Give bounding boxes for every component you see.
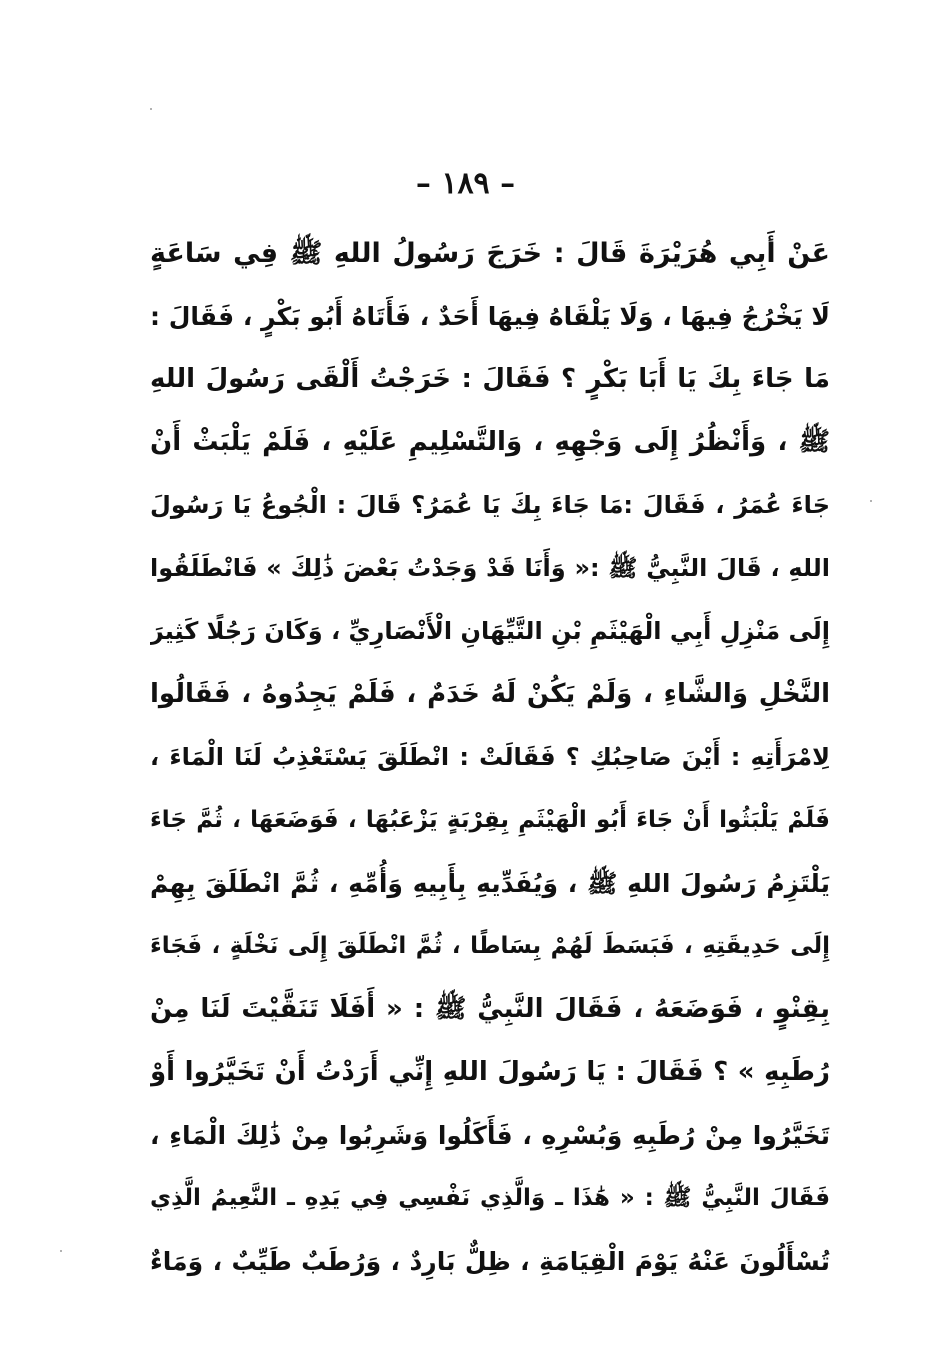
text-line: إِلَى مَنْزِلِ أَبِي الْهَيْثَمِ بْنِ التَّيِّهَانِ الْأَنْصَارِيِّ ، وَكَانَ رَجُلًا كَثِيرَ — [150, 617, 830, 645]
scan-speck — [870, 500, 872, 502]
text-line: يَلْتَزِمُ رَسُولَ اللهِ ﷺ ، وَيُفَدِّيهِ بِأَبِيهِ وَأُمِّهِ ، ثُمَّ انْطَلَقَ بِهِمْ — [150, 869, 830, 898]
scan-speck — [150, 108, 152, 110]
text-line: إِلَى حَدِيقَتِهِ ، فَبَسَطَ لَهُمْ بِسَاطًا ، ثُمَّ انْطَلَقَ إِلَى نَخْلَةٍ ، فَجَاءَ — [150, 933, 830, 959]
text-line: فَقَالَ النَّبِيُّ ﷺ : « هَٰذَا ـ وَالَّذِي نَفْسِي فِي يَدِهِ ـ النَّعِيمُ الَّذِي — [150, 1185, 830, 1211]
body-text — [150, 222, 830, 1293]
text-line: تُسْأَلُونَ عَنْهُ يَوْمَ الْقِيَامَةِ ، ظِلٌّ بَارِدٌ ، وَرُطَبٌ طَيِّبٌ ، وَمَاءٌ — [150, 1247, 830, 1276]
text-line: فَلَمْ يَلْبَثُوا أَنْ جَاءَ أَبُو الْهَيْثَمِ بِقِرْبَةٍ يَزْعَبُهَا ، فَوَضَعَهَا ، ثُمَّ جَاءَ — [150, 807, 830, 833]
scan-speck — [60, 1250, 62, 1252]
text-line: ﷺ ، وَأَنْظُرُ إِلَى وَجْهِهِ ، وَالتَّسْلِيمِ عَلَيْهِ ، فَلَمْ يَلْبَثْ أَنْ — [150, 427, 830, 457]
text-line: لِامْرَأَتِهِ : أَيْنَ صَاحِبُكِ ؟ فَقَالَتْ : انْطَلَقَ يَسْتَعْذِبُ لَنَا الْمَاءَ ، — [150, 743, 830, 771]
page-number: – ١٨٩ – — [415, 166, 516, 201]
text-line: جَاءَ عُمَرُ ، فَقَالَ :مَا جَاءَ بِكَ يَا عُمَرُ؟ قَالَ : الْجُوعُ يَا رَسُولَ — [150, 491, 830, 519]
text-line: مَا جَاءَ بِكَ يَا أَبَا بَكْرٍ ؟ فَقَالَ : خَرَجْتُ أَلْقَى رَسُولَ اللهِ — [150, 364, 830, 394]
text-line: النَّخْلِ وَالشَّاءِ ، وَلَمْ يَكُنْ لَهُ خَدَمٌ ، فَلَمْ يَجِدُوهُ ، فَقَالُوا — [150, 679, 830, 709]
text-line: رُطَبِهِ » ؟ فَقَالَ : يَا رَسُولَ اللهِ إِنِّي أَرَدْتُ أَنْ تَخَيَّرُوا أَوْ — [150, 1057, 830, 1087]
text-line: عَنْ أَبِي هُرَيْرَةَ قَالَ : خَرَجَ رَسُولُ اللهِ ﷺ فِي سَاعَةٍ — [150, 238, 830, 269]
text-line: بِقِنْوٍ ، فَوَضَعَهُ ، فَقَالَ النَّبِيُّ ﷺ : « أَفَلَا تَنَقَّيْتَ لَنَا مِنْ — [150, 994, 830, 1024]
text-line: تَخَيَّرُوا مِنْ رُطَبِهِ وَبُسْرِهِ ، فَأَكَلُوا وَشَرِبُوا مِنْ ذَٰلِكَ الْمَاءِ ، — [150, 1121, 830, 1150]
text-line: لَا يَخْرُجُ فِيهَا ، وَلَا يَلْقَاهُ فِيهَا أَحَدٌ ، فَأَتَاهُ أَبُو بَكْرٍ ، فَقَالَ : — [150, 302, 830, 331]
text-line: اللهِ ، قَالَ النَّبِيُّ ﷺ :« وَأَنَا قَدْ وَجَدْتُ بَعْضَ ذَٰلِكَ » فَانْطَلَقُوا — [150, 554, 830, 582]
